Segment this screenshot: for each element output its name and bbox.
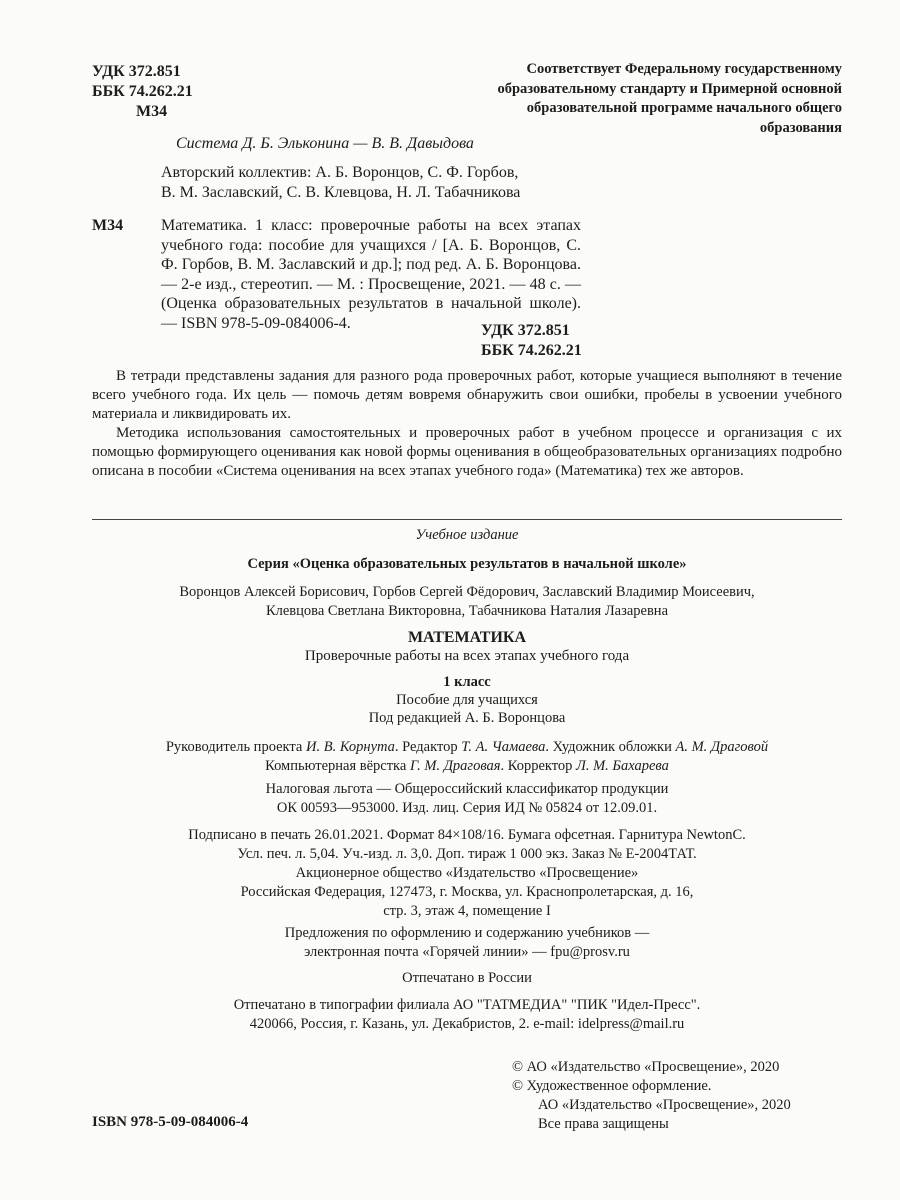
book-title: МАТЕМАТИКА [407, 629, 527, 646]
print-line-2: Усл. печ. л. 5,04. Уч.-изд. л. 3,0. Доп. тираж 1 000 экз. Заказ № Е-2004ТАТ. [237, 846, 697, 862]
book-subtitle: Проверочные работы на всех этапах учебного года [304, 648, 630, 664]
printed-in-country: Отпечатано в России [402, 970, 532, 986]
publisher-line-1: Акционерное общество «Издательство «Просвещение» [295, 865, 639, 881]
methodology-system: Система Д. Б. Эльконина — В. В. Давыдова [176, 135, 474, 152]
author-mark: М34 [136, 103, 168, 120]
copyright-line-4: Все права защищены [538, 1116, 669, 1132]
staff-person: Л. М. Бахарева [576, 758, 669, 774]
proposals-line-2: электронная почта «Горячей линии» — fpu@prosv.ru [304, 944, 630, 960]
udk-code: УДК 372.851 [92, 63, 181, 80]
staff-role: . Корректор [500, 758, 577, 774]
publisher-info [92, 864, 842, 921]
catalog-description: Математика. 1 класс: проверочные работы на всех этапах учебного года: пособие для учащихся / [А. Б. Воронцов, С. Ф. Горбов, В. М. Заславский и др.]; под ред. А. Б. Воронцова. — 2-е изд., стереотип. — М. : Просвещение, 2021. — 48 с. — (Оценка образовательных результатов в начальной школе). — ISBN 978-5-09-084006-4. [161, 217, 581, 332]
annotation [92, 367, 842, 481]
publisher-line-2: Российская Федерация, 127473, г. Москва, ул. Краснопролетарская, д. 16, [240, 884, 694, 900]
copyright-line-1: © АО «Издательство «Просвещение», 2020 [512, 1059, 780, 1075]
tax-line-1: Налоговая льгота — Общероссийский классификатор продукции [265, 781, 669, 797]
audience: Пособие для учащихся [396, 692, 538, 708]
bbk-code: ББК 74.262.21 [92, 83, 193, 100]
grade: 1 класс [443, 674, 491, 690]
copyright-line-2: © Художественное оформление. [512, 1078, 712, 1094]
full-authors-line-2: Клевцова Светлана Викторовна, Табачникова Наталия Лазаревна [265, 603, 669, 619]
standard-conformity-statement: Соответствует Федеральному государственному образовательному стандарту и Примерной основной образовательной программе начального общего образования [497, 61, 842, 136]
staff-person: Т. А. Чамаева [461, 739, 546, 755]
staff-credits-line-2 [60, 757, 874, 776]
printer-info [92, 996, 842, 1034]
editor-note: Под редакцией А. Б. Воронцова [368, 710, 566, 726]
section-divider [92, 519, 842, 520]
proposals-contact [92, 924, 842, 962]
copyright-block [512, 1058, 791, 1134]
print-line-1: Подписано в печать 26.01.2021. Формат 84×108/16. Бумага офсетная. Гарнитура NewtonC. [188, 827, 746, 843]
edition-type: Учебное издание [415, 527, 519, 543]
proposals-line-1: Предложения по оформлению и содержанию учебников — [284, 925, 650, 941]
staff-person: Г. М. Драговая [409, 758, 501, 774]
authors-team-line-1: Авторский коллектив: А. Б. Воронцов, С. Ф. Горбов, [161, 164, 519, 181]
staff-role: . Редактор [394, 739, 462, 755]
catalog-code: М34 [92, 217, 124, 234]
authors-team [161, 163, 520, 203]
printer-line-1: Отпечатано в типографии филиала АО "ТАТМЕДИА" "ПИК "Идел-Пресс". [233, 997, 701, 1013]
annotation-paragraph-2: Методика использования самостоятельных и проверочных работ в учебном процессе и организация с их помощью формирующего оценивания как новой формы оценивания в общеобразовательных организациях подробно описана в пособии «Система оценивания на всех этапах учебного года» (Математика) тех же авторов. [92, 425, 842, 479]
annotation-paragraph-1: В тетради представлены задания для разного рода проверочных работ, которые учащиеся выполняют в течение всего учебного года. Их цель — помочь детям вовремя обнаружить свои ошибки, пробелы в усвоении учебного материала и ликвидировать их. [92, 368, 842, 422]
full-authors [92, 583, 842, 621]
isbn: ISBN 978-5-09-084006-4 [92, 1114, 249, 1130]
catalog-classification [481, 321, 582, 361]
tax-info [92, 780, 842, 818]
staff-role: Компьютерная вёрстка [265, 758, 410, 774]
authors-team-line-2: В. М. Заславский, С. В. Клевцова, Н. Л. Табачникова [161, 184, 521, 201]
publisher-line-3: стр. 3, этаж 4, помещение I [383, 903, 551, 919]
classification-codes [92, 62, 193, 122]
staff-credits-line-1 [60, 738, 874, 757]
staff-role: Руководитель проекта [165, 739, 306, 755]
series-name: Серия «Оценка образовательных результатов в начальной школе» [247, 556, 687, 572]
staff-role: . Художник обложки [545, 739, 676, 755]
print-specs [92, 826, 842, 864]
staff-credits [60, 738, 874, 776]
tax-line-2: ОК 00593—953000. Изд. лиц. Серия ИД № 05824 от 12.09.01. [276, 800, 658, 816]
catalog-bbk: ББК 74.262.21 [481, 342, 582, 359]
catalog-udk: УДК 372.851 [481, 322, 570, 339]
staff-person: И. В. Корнута [305, 739, 395, 755]
copyright-line-3: АО «Издательство «Просвещение», 2020 [538, 1097, 791, 1113]
full-authors-line-1: Воронцов Алексей Борисович, Горбов Сергей Фёдорович, Заславский Владимир Моисеевич, [179, 584, 755, 600]
staff-person: А. М. Драговой [675, 739, 769, 755]
printer-line-2: 420066, Россия, г. Казань, ул. Декабристов, 2. e-mail: idelpress@mail.ru [249, 1016, 685, 1032]
